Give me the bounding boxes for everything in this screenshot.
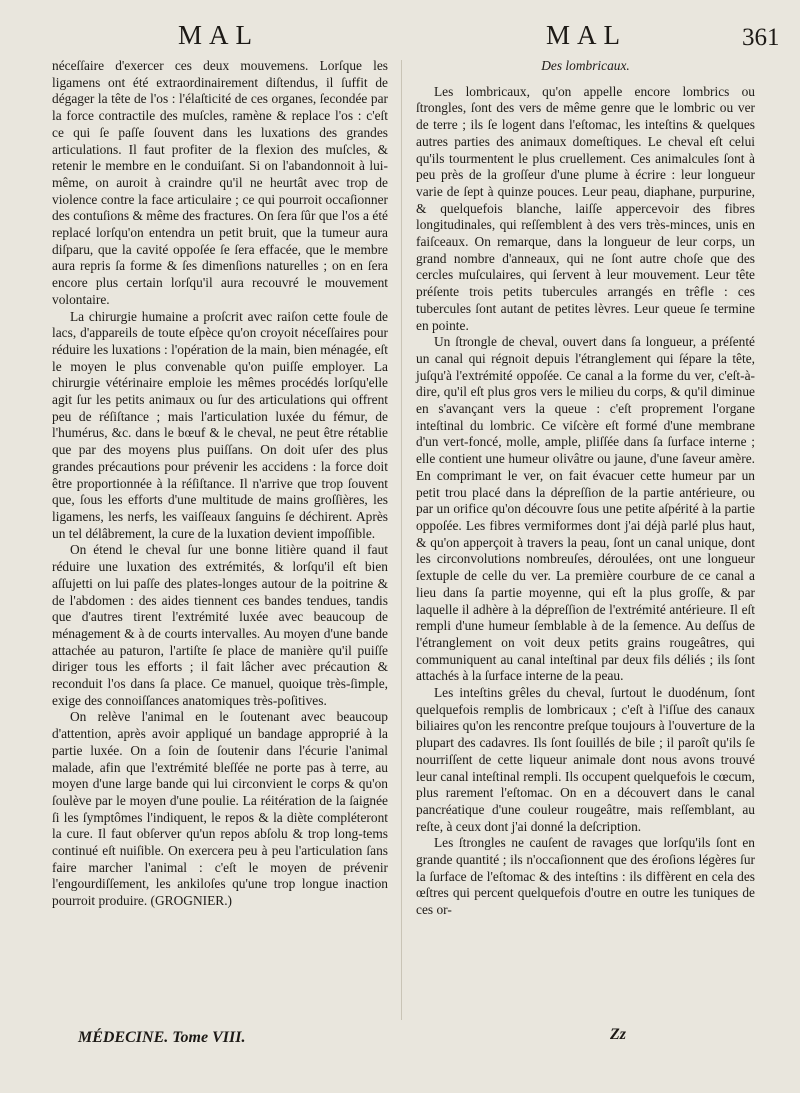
- section-title: Des lombricaux.: [541, 58, 630, 73]
- right-column: [416, 58, 755, 919]
- running-head-left: MAL: [178, 20, 259, 50]
- paragraph: On relève l'animal en le ſoutenant avec beaucoup d'attention, après avoir appliqué un bandage approprié à la partie luxée. On a ſoin de ſoutenir dans l'écurie l'animal malade, afin que l'extrémité bleſſée ne porte pas à terre, au moyen d'une large bande qui lui circonvient le corps & qu'on ſoulève par le moyen d'une poulie. La réitération de la ſaignée ſi les ſymptômes l'indiquent, le repos & la diète compléteront la cure. Il faut obſerver qu'un repos abſolu & trop long-tems continué eſt nuiſible. On exercera peu à peu l'articulation ſans faire marcher l'animal : c'eſt le moyen de prévenir l'engourdiſſement, les ankiloſes qu'une trop longue inaction pourroit produire. (GROGNIER.): [52, 709, 388, 909]
- left-column: [52, 58, 388, 910]
- gathering-mark: Zz: [610, 1026, 626, 1043]
- paragraph: néceſſaire d'exercer ces deux mouvemens. Lorſque les ligamens ont été extraordinairement diſtendus, il ſuffit de dégager la tête de l'os : l'élaſticité de ces organes, ſecondée par la force contractile des muſcles, ramène & replace l'os : c'eſt ce qui ſe paſſe ſouvent dans les luxations des grandes articulations. Il faut profiter de la flexion des muſcles, & retenir le membre en le conduiſant. Si on l'abandonnoit à lui-même, on auroit à craindre qu'il ne heurtât avec trop de violence contre la face articulaire ; ce qui pourroit occaſionner des contuſions & même des fractures. On ſera ſûr que l'os a été replacé lorſqu'on entendra un petit bruit, que la tumeur aura diſparu, que la cavité oppoſée ſe ſera effacée, que le membre aura repris ſa forme & ſes dimenſions naturelles ; on en ſera encore plus certain lorſqu'il aura recouvré le mouvement volontaire.: [52, 58, 388, 307]
- paragraph: Un ſtrongle de cheval, ouvert dans ſa longueur, a préſenté un canal qui régnoit depuis l'étranglement qui ſépare la tête, juſqu'à l'extrémité oppoſée. Ce canal a la forme du ver, c'eſt-à-dire, qu'il eſt plus gros vers le milieu du corps, & qu'il diminue en s'avançant vers la queue : c'eſt proprement l'organe inteſtinal du lombric. Ce viſcère eſt formé d'une membrane d'un vert-foncé, molle, ample, pliſſée dans ſa ſurface interne ; elle contient une humeur olivâtre ou jaune, d'une ſaveur amère. En comprimant le ver, on fait évacuer cette humeur par un petit trou placé dans la dépreſſion de la partie antérieure, ou par un orifice qu'on découvre ſous une petite aſpérité à la partie oppoſée. Les fibres vermiformes dont j'ai déjà parlé plus haut, & qu'on apperçoit à travers la peau, ſont un canal unique, dont les circonvolutions nombreuſes, déroulées, ont une longueur ſextuple de celle du ver. La première courbure de ce canal a lieu dans ſa partie moyenne, qui eſt la plus groſſe, & par laquelle il adhère à la dépreſſion de l'extrémité antérieure. Il eſt rempli d'une humeur ſemblable à de la ſemence. Au deſſus de l'étranglement on voit deux petits grains rougeâtres, qui communiquent au canal inteſtinal par deux fils déliés ; ils ſont attachés à la ſurface interne de la peau.: [416, 334, 755, 684]
- paragraph: On étend le cheval ſur une bonne litière quand il faut réduire une luxation des extrémités, & lorſqu'il eſt bien aſſujetti on lui paſſe des plates-longes autour de la poitrine & de l'abdomen : des aides tiennent ces bandes tendues, tandis que d'autres tirent l'extrémité luxée avec beaucoup de ménagement & à de courts intervalles. Au moyen d'une bande attachée au paturon, l'artiſte ſe place de manière qu'il puiſſe diriger tous les efforts ; il fait lâcher avec précaution & reconduit l'os dans ſa place. Ce manuel, quoique très-ſimple, exige des connoiſſances anatomiques très-poſitives.: [52, 542, 388, 708]
- paragraph: Les inteſtins grêles du cheval, ſurtout le duodénum, ſont quelquefois remplis de lombricaux ; c'eſt à l'iſſue des canaux biliaires qu'on les rencontre preſque toujours à l'ouverture de la plupart des cadavres. Ils ſont ſouillés de bile ; il paroît qu'ils ſe nourriſſent de cette liqueur animale dont nous avons trouvé leur canal inteſtinal rempli. Ils occupent quelquefois le cœcum, plus rarement l'eſtomac. On en a découvert dans le canal pancréatique d'une couleur rougeâtre, mais reſſemblant, au reſte, à ceux dont j'ai donné la deſcription.: [416, 685, 755, 834]
- paragraph: Les ſtrongles ne cauſent de ravages que lorſqu'ils ſont en grande quantité ; ils n'occaſionnent que des éroſions légères ſur la ſurface de l'eſtomac & des inteſtins : ils diffèrent en cela des œſtres qui percent quelquefois d'outre en outre les tuniques de ces or-: [416, 835, 755, 918]
- paragraph: Les lombricaux, qu'on appelle encore lombrics ou ſtrongles, ſont des vers de même genre que le lombric ou ver de terre ; ils ſe logent dans l'eſtomac, les inteſtins & quelques autres parties des animaux domeſtiques. Le cheval eſt celui qu'ils tourmentent le plus cruellement. Ces animalcules ſont à peu près de la groſſeur d'une plume à écrire : leur longueur varie de ſept à quinze pouces. Leur peau, diaphane, purpurine, & quelquefois blanche, laiſſe appercevoir des fibres longitudinales, qui reſſemblent à des vers très-minces, unis en faiſceaux. On remarque, dans la longueur de leur corps, un grand nombre d'anneaux, qui ne ſont autre choſe que des cercles muſculaires, qui ſervent à leur mouvement. Leur tête préſente trois petits tubercules arrangés en trêfle : ces tubercules ſont autant de petites lèvres. Leur queue ſe termine en pointe.: [416, 83, 755, 333]
- page-number: 361: [742, 24, 780, 51]
- paragraph: La chirurgie humaine a proſcrit avec raiſon cette foule de lacs, d'appareils de toute eſpèce qu'on croyoit néceſſaires pour réduire les luxations : l'opération de la main, bien ménagée, eſt le moyen le plus convenable qu'on puiſſe employer. La chirurgie vétérinaire emploie les mêmes procédés lorſqu'elle agit ſur les petits animaux ou ſur des articulations qui offrent peu de réſiſtance ; mais l'articulation luxée du fémur, de l'humérus, &c. dans le bœuf & le cheval, ne peut être rétablie que par des moyens plus puiſſans. On doit uſer des plus grandes précautions pour prévenir les accidens : la force doit être proportionnée à la réſiſtance. Il n'arrive que trop ſouvent que, ſous les efforts d'une multitude de mains groſſières, les ligamens, les nerfs, les vaiſſeaux ſanguins ſe déchirent. Après un tel délâbrement, la cure de la luxation devient impoſſible.: [52, 308, 388, 541]
- column-divider: [401, 60, 402, 1020]
- running-head-right: MAL: [546, 20, 627, 50]
- signature-line: MÉDECINE. Tome VIII.: [78, 1029, 246, 1046]
